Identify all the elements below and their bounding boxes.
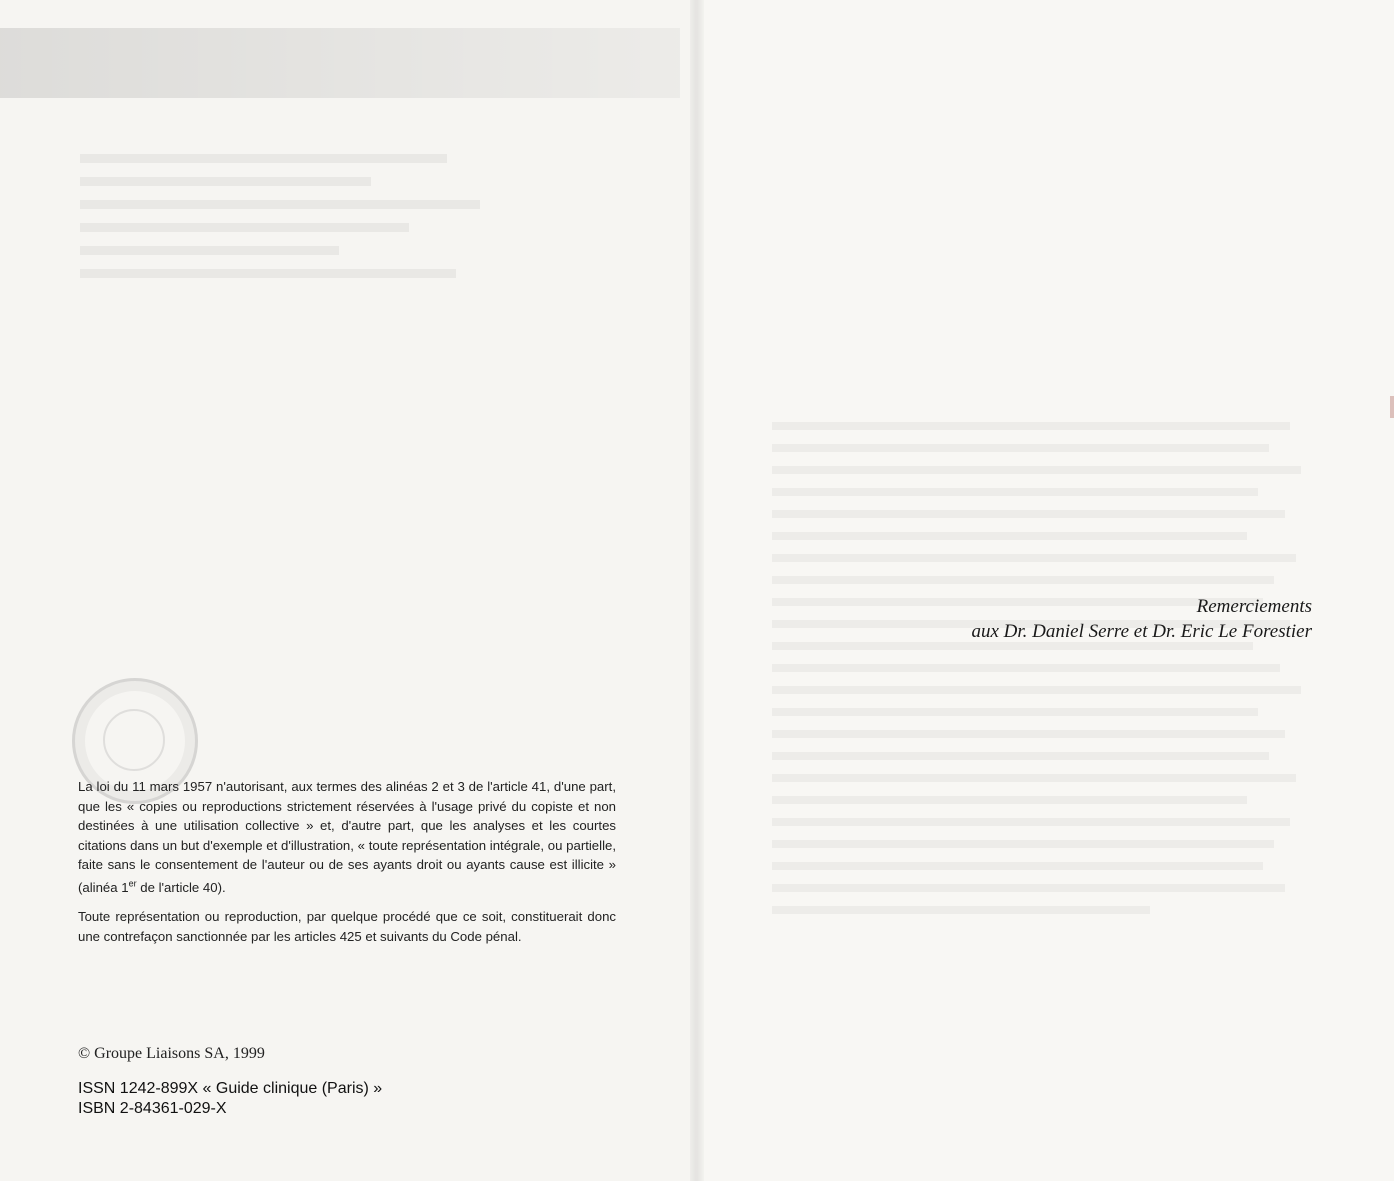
show-through-lines-right xyxy=(772,408,1312,928)
library-stamp-inner xyxy=(103,709,165,771)
right-page xyxy=(696,0,1394,1181)
acknowledgements xyxy=(971,594,1312,644)
legal-citation-superscript: er xyxy=(128,878,137,889)
legal-paragraph-1-body: La loi du 11 mars 1957 n'autorisant, aux termes des alinéas 2 et 3 de l'article 41, d'une part, que les « copies ou reproductions strictement réservées à l'usage privé du copiste et non destinées à une utilisation collective » et, d'autre part, que les analyses et les courtes citations dans un but d'exemple et d'illustration, « toute représentation intégrale, ou partielle, faite sans le consentement de l'auteur ou de ses ayants droit ou ayants cause est illicite » xyxy=(78,779,616,873)
legal-paragraph-1 xyxy=(78,777,616,898)
page-edge-mark xyxy=(1390,396,1394,418)
legal-paragraph-1-end xyxy=(78,880,226,895)
acknowledgements-title: Remerciements xyxy=(1196,596,1312,617)
issn-line: ISSN 1242-899X « Guide clinique (Paris) » xyxy=(78,1080,383,1097)
legal-citation-prefix: (alinéa 1 xyxy=(78,880,129,896)
acknowledgements-names: aux Dr. Daniel Serre et Dr. Eric Le Forestier xyxy=(971,621,1312,642)
copyright-line: © Groupe Liaisons SA, 1999 xyxy=(78,1045,265,1062)
legal-notice xyxy=(78,777,616,955)
book-gutter xyxy=(690,0,704,1181)
legal-citation-suffix: de l'article 40). xyxy=(136,880,226,896)
show-through-lines xyxy=(80,140,550,292)
publication-identifiers xyxy=(78,1079,382,1119)
legal-paragraph-2: Toute représentation ou reproduction, par quelque procédé que ce soit, constituerait donc une contrefaçon sanctionnée par les articles 425 et suivants du Code pénal. xyxy=(78,908,616,944)
isbn-line: ISBN 2-84361-029-X xyxy=(78,1100,227,1117)
show-through-band xyxy=(0,28,680,98)
left-page xyxy=(0,0,696,1181)
